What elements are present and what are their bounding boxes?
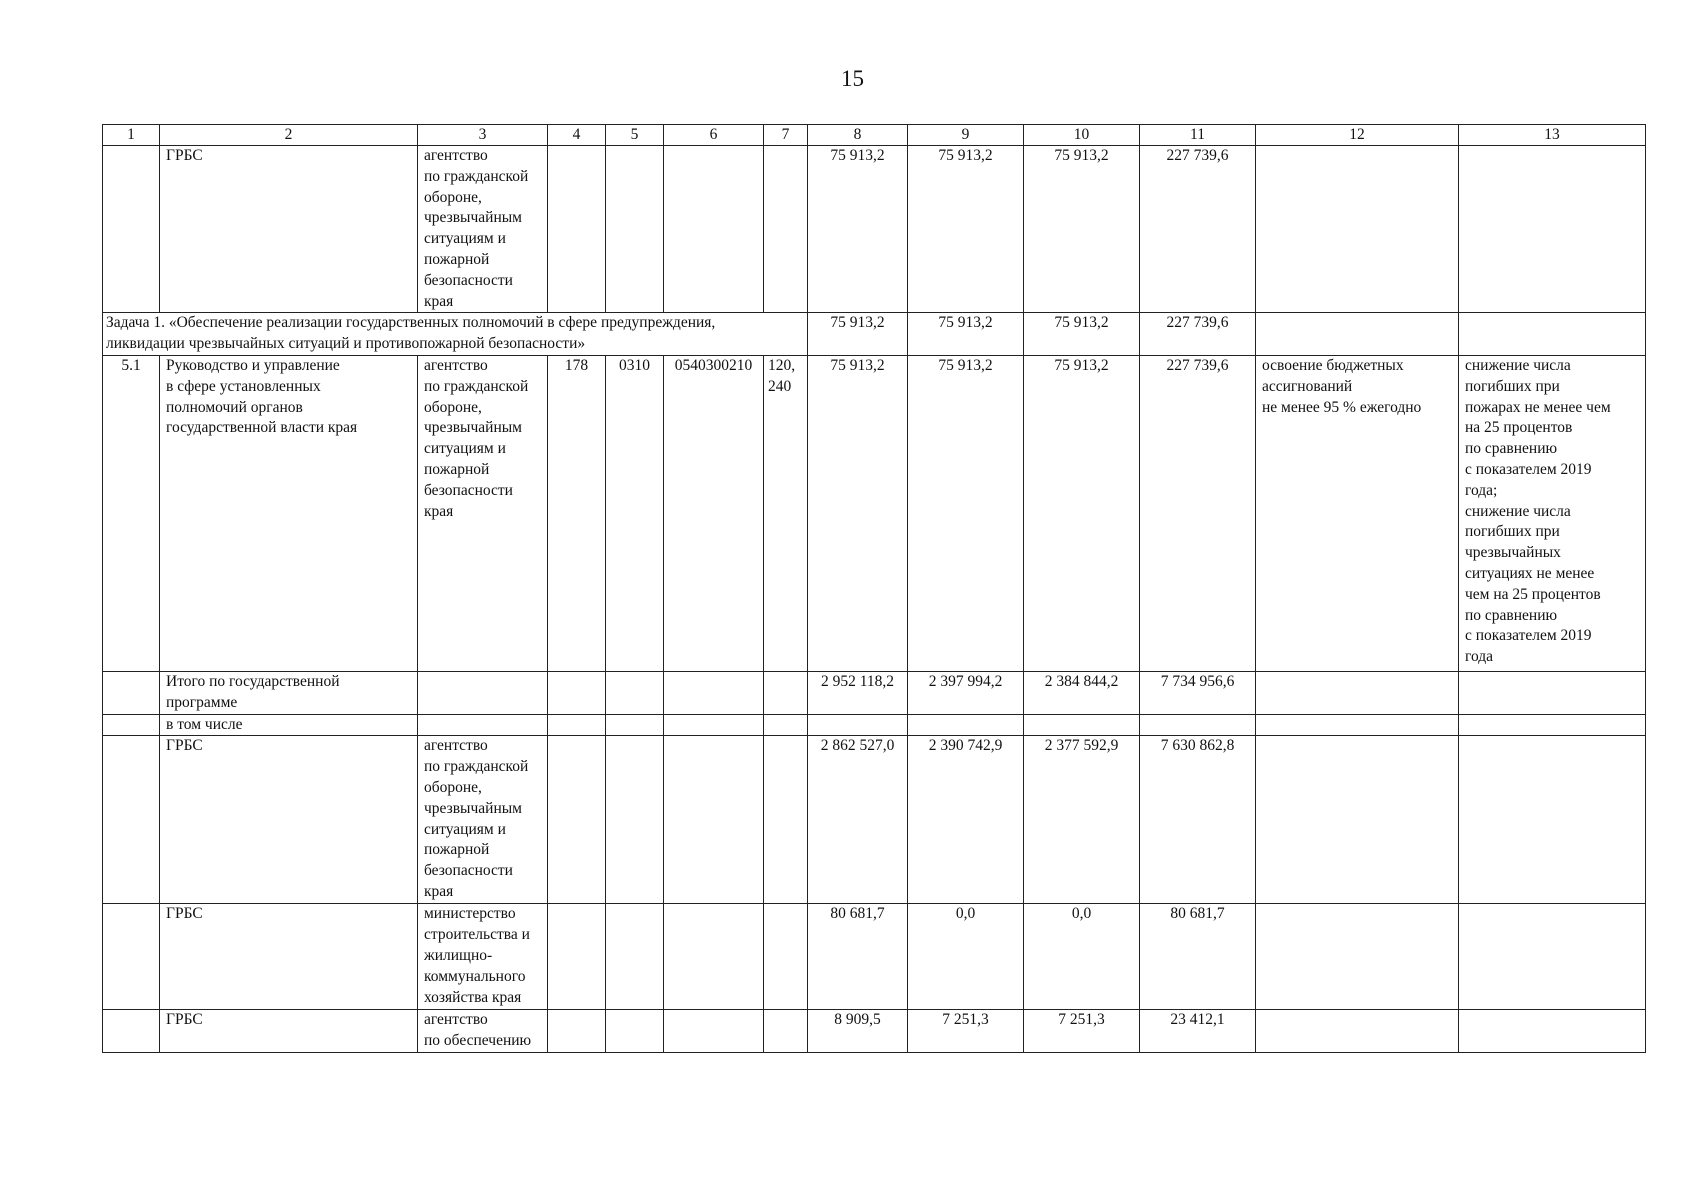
value-col9: 2 397 994,2: [908, 671, 1024, 714]
task-title: Задача 1. «Обеспечение реализации государственных полномочий в сфере предупреждения, ликвидации чрезвычайных ситуаций и противопожарной безопасности»: [103, 313, 808, 356]
value-col11: 7 630 862,8: [1140, 736, 1256, 904]
value-col9: 7 251,3: [908, 1010, 1024, 1053]
code-col4: 178: [548, 355, 606, 671]
value-col10: 75 913,2: [1024, 146, 1140, 313]
column-header: 1: [103, 125, 160, 146]
code-col7: 120, 240: [764, 355, 808, 671]
column-header: 4: [548, 125, 606, 146]
value-col11: 7 734 956,6: [1140, 671, 1256, 714]
value-col8: 80 681,7: [808, 904, 908, 1010]
value-col9: 0,0: [908, 904, 1024, 1010]
value-col8: 75 913,2: [808, 146, 908, 313]
value-col10: 7 251,3: [1024, 1010, 1140, 1053]
grbs-label: ГРБС: [160, 1010, 418, 1053]
grbs-label: ГРБС: [160, 146, 418, 313]
agency-cell: агентство по гражданской обороне, чрезвычайным ситуациям и пожарной безопасности края: [418, 736, 548, 904]
table-row-grbs-top: [103, 146, 1646, 313]
code-col5: 0310: [606, 355, 664, 671]
value-col9: 75 913,2: [908, 313, 1024, 356]
agency-cell: агентство по обеспечению: [418, 1010, 548, 1053]
column-header: 7: [764, 125, 808, 146]
including-label: в том числе: [160, 714, 418, 736]
value-col9: 75 913,2: [908, 355, 1024, 671]
value-col11: 227 739,6: [1140, 313, 1256, 356]
agency-cell: агентство по гражданской обороне, чрезвычайным ситуациям и пожарной безопасности края: [418, 146, 548, 313]
value-col8: 75 913,2: [808, 313, 908, 356]
value-col9: 75 913,2: [908, 146, 1024, 313]
column-header: 3: [418, 125, 548, 146]
table-row-task1: [103, 313, 1646, 356]
agency-cell: агентство по гражданской обороне, чрезвычайным ситуациям и пожарной безопасности края: [418, 355, 548, 671]
value-col9: 2 390 742,9: [908, 736, 1024, 904]
table-row-including: [103, 714, 1646, 736]
column-header: 6: [664, 125, 764, 146]
column-header: 5: [606, 125, 664, 146]
value-col10: 75 913,2: [1024, 355, 1140, 671]
value-col11: 227 739,6: [1140, 146, 1256, 313]
item-number: 5.1: [103, 355, 160, 671]
value-col8: 75 913,2: [808, 355, 908, 671]
value-col8: 2 952 118,2: [808, 671, 908, 714]
value-col11: 227 739,6: [1140, 355, 1256, 671]
value-col8: 8 909,5: [808, 1010, 908, 1053]
value-col11: 23 412,1: [1140, 1010, 1256, 1053]
column-header: 11: [1140, 125, 1256, 146]
grbs-label: ГРБС: [160, 736, 418, 904]
page-number: 15: [841, 66, 864, 91]
code-col6: 0540300210: [664, 355, 764, 671]
table-row-item-5-1: [103, 355, 1646, 671]
agency-cell: министерство строительства и жилищно- коммунального хозяйства края: [418, 904, 548, 1010]
column-header: 8: [808, 125, 908, 146]
target-indicator: снижение числа погибших при пожарах не менее чем на 25 процентов по сравнению с показателем 2019 года; снижение числа погибших при чрезвычайных ситуациях не менее чем на 25 процентов по сравнению с показателем 2019 года: [1459, 355, 1646, 671]
value-col10: 75 913,2: [1024, 313, 1140, 356]
table-row-total: [103, 671, 1646, 714]
result-indicator: освоение бюджетных ассигнований не менее 95 % ежегодно: [1256, 355, 1459, 671]
value-col8: 2 862 527,0: [808, 736, 908, 904]
column-number-row: [103, 125, 1646, 146]
value-col10: 0,0: [1024, 904, 1140, 1010]
table-row-grbs-c: [103, 1010, 1646, 1053]
column-header: 10: [1024, 125, 1140, 146]
column-header: 13: [1459, 125, 1646, 146]
table-row-grbs-b: [103, 904, 1646, 1010]
column-header: 12: [1256, 125, 1459, 146]
item-name: Руководство и управление в сфере установленных полномочий органов государственной власти края: [160, 355, 418, 671]
value-col10: 2 384 844,2: [1024, 671, 1140, 714]
column-header: 9: [908, 125, 1024, 146]
value-col10: 2 377 592,9: [1024, 736, 1140, 904]
total-label: Итого по государственной программе: [160, 671, 418, 714]
table-row-grbs-a: [103, 736, 1646, 904]
program-table: [102, 124, 1646, 1053]
column-header: 2: [160, 125, 418, 146]
grbs-label: ГРБС: [160, 904, 418, 1010]
value-col11: 80 681,7: [1140, 904, 1256, 1010]
